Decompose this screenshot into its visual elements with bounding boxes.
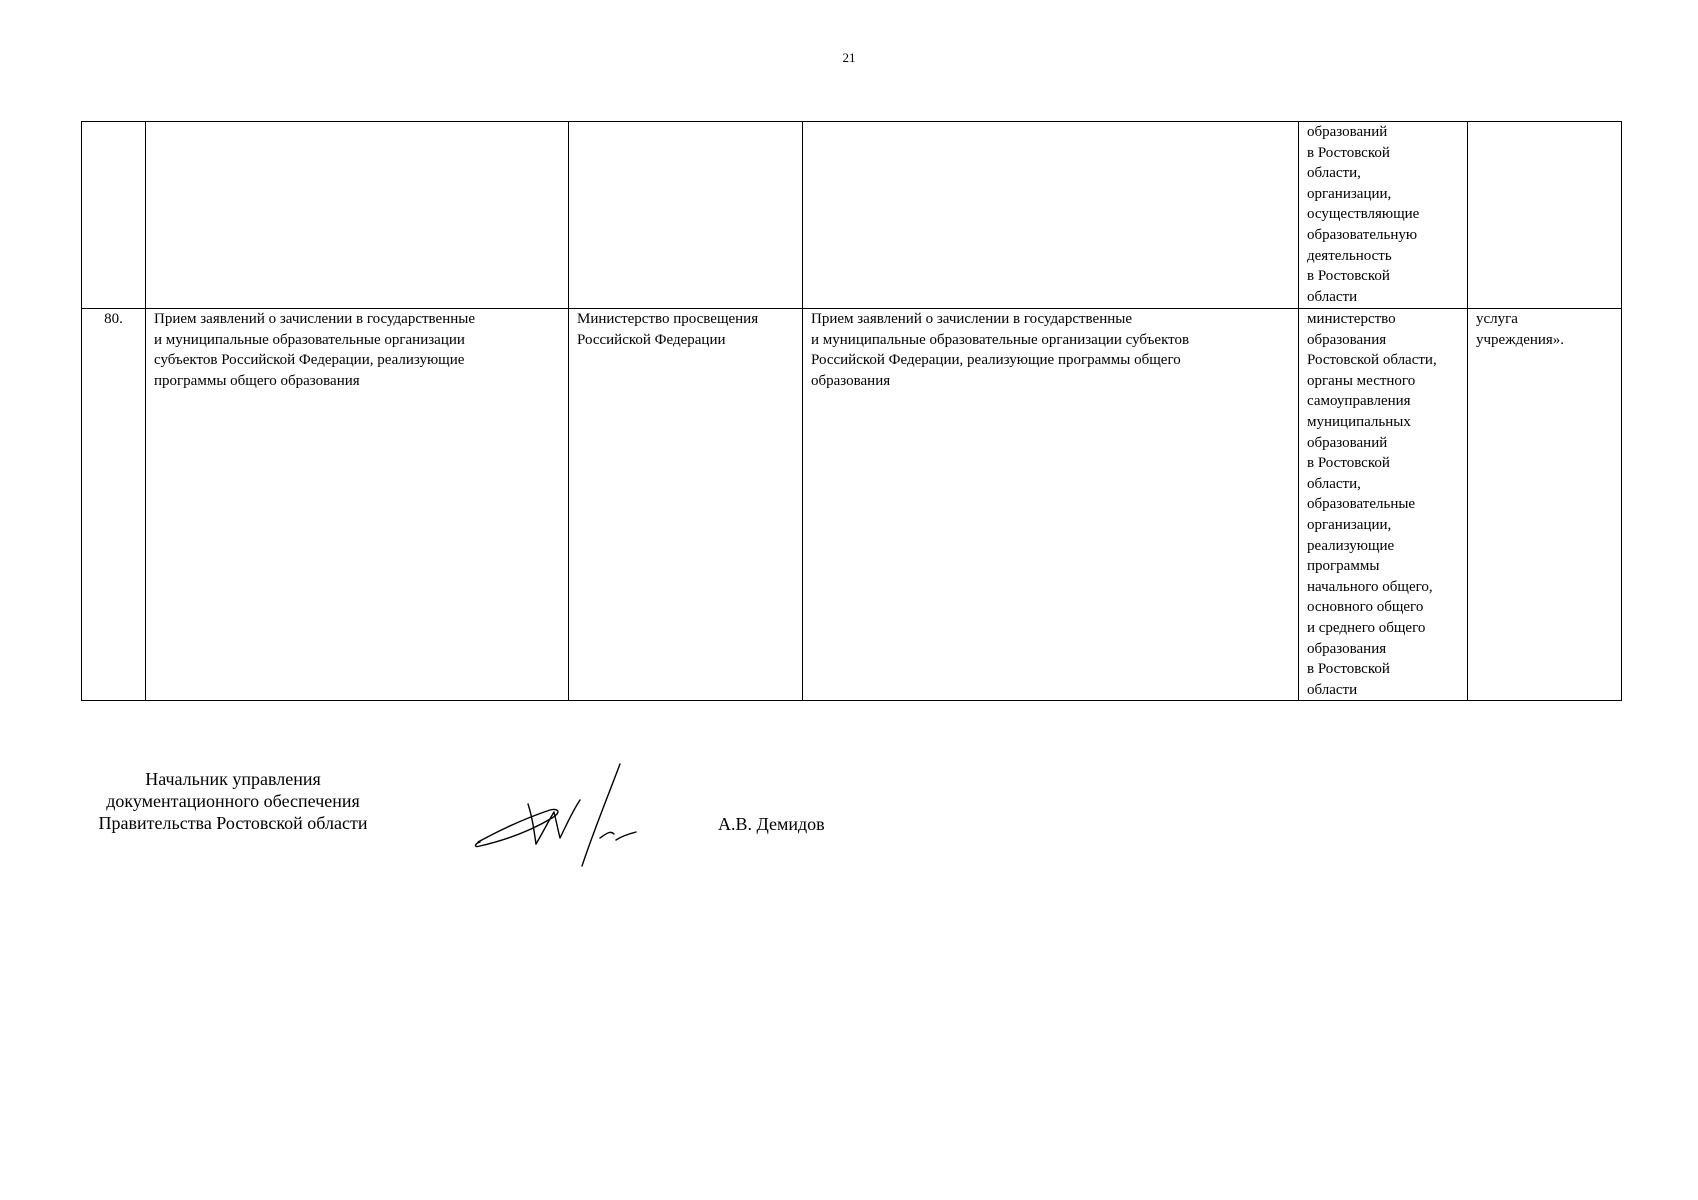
service-type-cell: услуга учреждения».: [1468, 309, 1622, 701]
signatory-title-line: Правительства Ростовской области: [98, 813, 368, 833]
federal-body-cell: Министерство просвещения Российской Федерации: [569, 309, 803, 701]
row-number-cell: 80.: [82, 309, 146, 701]
federal-body-cell: [569, 122, 803, 309]
signatory-title-line: документационного обеспечения: [106, 791, 360, 811]
service-name-cell: Прием заявлений о зачислении в государственные и муниципальные образовательные организации субъектов Российской Федерации, реализующие программы общего образования: [146, 309, 569, 701]
handwritten-signature: [470, 760, 680, 872]
description-cell: Прием заявлений о зачислении в государственные и муниципальные образовательные организации субъектов Российской Федерации, реализующие программы общего образования: [803, 309, 1299, 701]
service-name-cell: [146, 122, 569, 309]
table-row-continuation: [82, 122, 1622, 309]
description-cell: [803, 122, 1299, 309]
services-table: [81, 121, 1622, 701]
service-type-cell: [1468, 122, 1622, 309]
signatory-title-line: Начальник управления: [145, 769, 321, 789]
providers-cell: образований в Ростовской области, организации, осуществляющие образовательную деятельность в Ростовской области: [1299, 122, 1468, 309]
table-row-80: [82, 309, 1622, 701]
page-number: 21: [842, 50, 856, 65]
signatory-name: А.В. Демидов: [718, 814, 825, 834]
row-number-cell: [82, 122, 146, 309]
signatory-title: [78, 768, 388, 834]
providers-cell: министерство образования Ростовской области, органы местного самоуправления муниципальных образований в Ростовской области, образовательные организации, реализующие программы начального общего, основного общего и среднего общего образования в Ростовской области: [1299, 309, 1468, 701]
